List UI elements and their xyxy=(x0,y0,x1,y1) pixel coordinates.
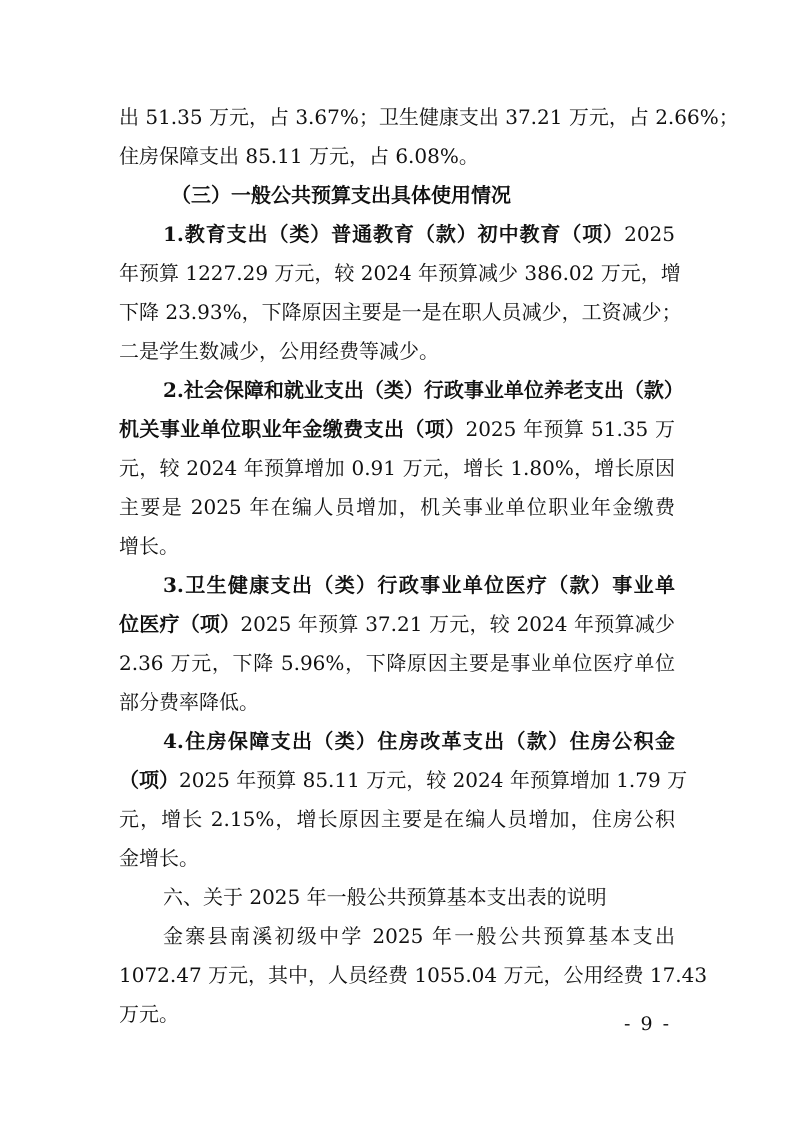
document-body xyxy=(119,98,739,1034)
item-1-heading: 1.教育支出（类）普通教育（款）初中教育（项） xyxy=(163,222,625,246)
item-1-line: 二是学生数减少，公用经费等减少。 xyxy=(119,339,439,363)
item-1-line xyxy=(119,215,675,254)
item-3-heading-cont: 位医疗（项） xyxy=(119,612,241,636)
item-2-text: 2025 年预算 51.35 万 xyxy=(465,417,675,441)
item-4-text: 2025 年预算 85.11 万元，较 2024 年预算增加 1.79 万 xyxy=(179,768,688,792)
paragraph-line: 万元。 xyxy=(119,1002,179,1026)
paragraph-line: 金寨县南溪初级中学 2025 年一般公共预算基本支出 xyxy=(163,924,675,948)
item-3-heading: 3.卫生健康支出（类）行政事业单位医疗（款）事业单 xyxy=(163,573,675,597)
item-2-line: 增长。 xyxy=(119,534,179,558)
page-number: - 9 - xyxy=(623,1013,671,1035)
item-2-line xyxy=(119,410,675,449)
paragraph-line: 1072.47 万元，其中，人员经费 1055.04 万元，公用经费 17.43 xyxy=(119,963,708,987)
item-3-line: 2.36 万元，下降 5.96%，下降原因主要是事业单位医疗单位 xyxy=(119,651,675,675)
item-4-heading: 4.住房保障支出（类）住房改革支出（款）住房公积金 xyxy=(163,729,675,753)
item-3-line xyxy=(119,605,675,644)
item-2-heading: 2.社会保障和就业支出（类）行政事业单位养老支出（款） xyxy=(163,378,684,402)
item-1-line: 年预算 1227.29 万元，较 2024 年预算减少 386.02 万元，增 xyxy=(119,261,681,285)
item-2-line: 元，较 2024 年预算增加 0.91 万元，增长 1.80%，增长原因 xyxy=(119,456,675,480)
section-heading: 六、关于 2025 年一般公共预算基本支出表的说明 xyxy=(163,885,607,909)
item-4-line: 元，增长 2.15%，增长原因主要是在编人员增加，住房公积 xyxy=(119,807,675,831)
section-heading: （三）一般公共预算支出具体使用情况 xyxy=(171,183,511,207)
item-2-heading-cont: 机关事业单位职业年金缴费支出（项） xyxy=(119,417,466,441)
paragraph-line: 出 51.35 万元，占 3.67%；卫生健康支出 37.21 万元，占 2.66%； xyxy=(119,105,739,129)
item-3-text: 2025 年预算 37.21 万元，较 2024 年预算减少 xyxy=(240,612,675,636)
item-1-line: 下降 23.93%，下降原因主要是一是在职人员减少，工资减少； xyxy=(119,300,682,324)
item-2-line: 主要是 2025 年在编人员增加，机关事业单位职业年金缴费 xyxy=(119,495,675,519)
item-3-line: 部分费率降低。 xyxy=(119,690,259,714)
item-4-line xyxy=(119,761,688,800)
item-4-heading-cont: （项） xyxy=(119,768,179,792)
paragraph-line: 住房保障支出 85.11 万元，占 6.08%。 xyxy=(119,144,479,168)
item-4-line: 金增长。 xyxy=(119,846,199,870)
item-1-text: 2025 xyxy=(624,222,675,246)
